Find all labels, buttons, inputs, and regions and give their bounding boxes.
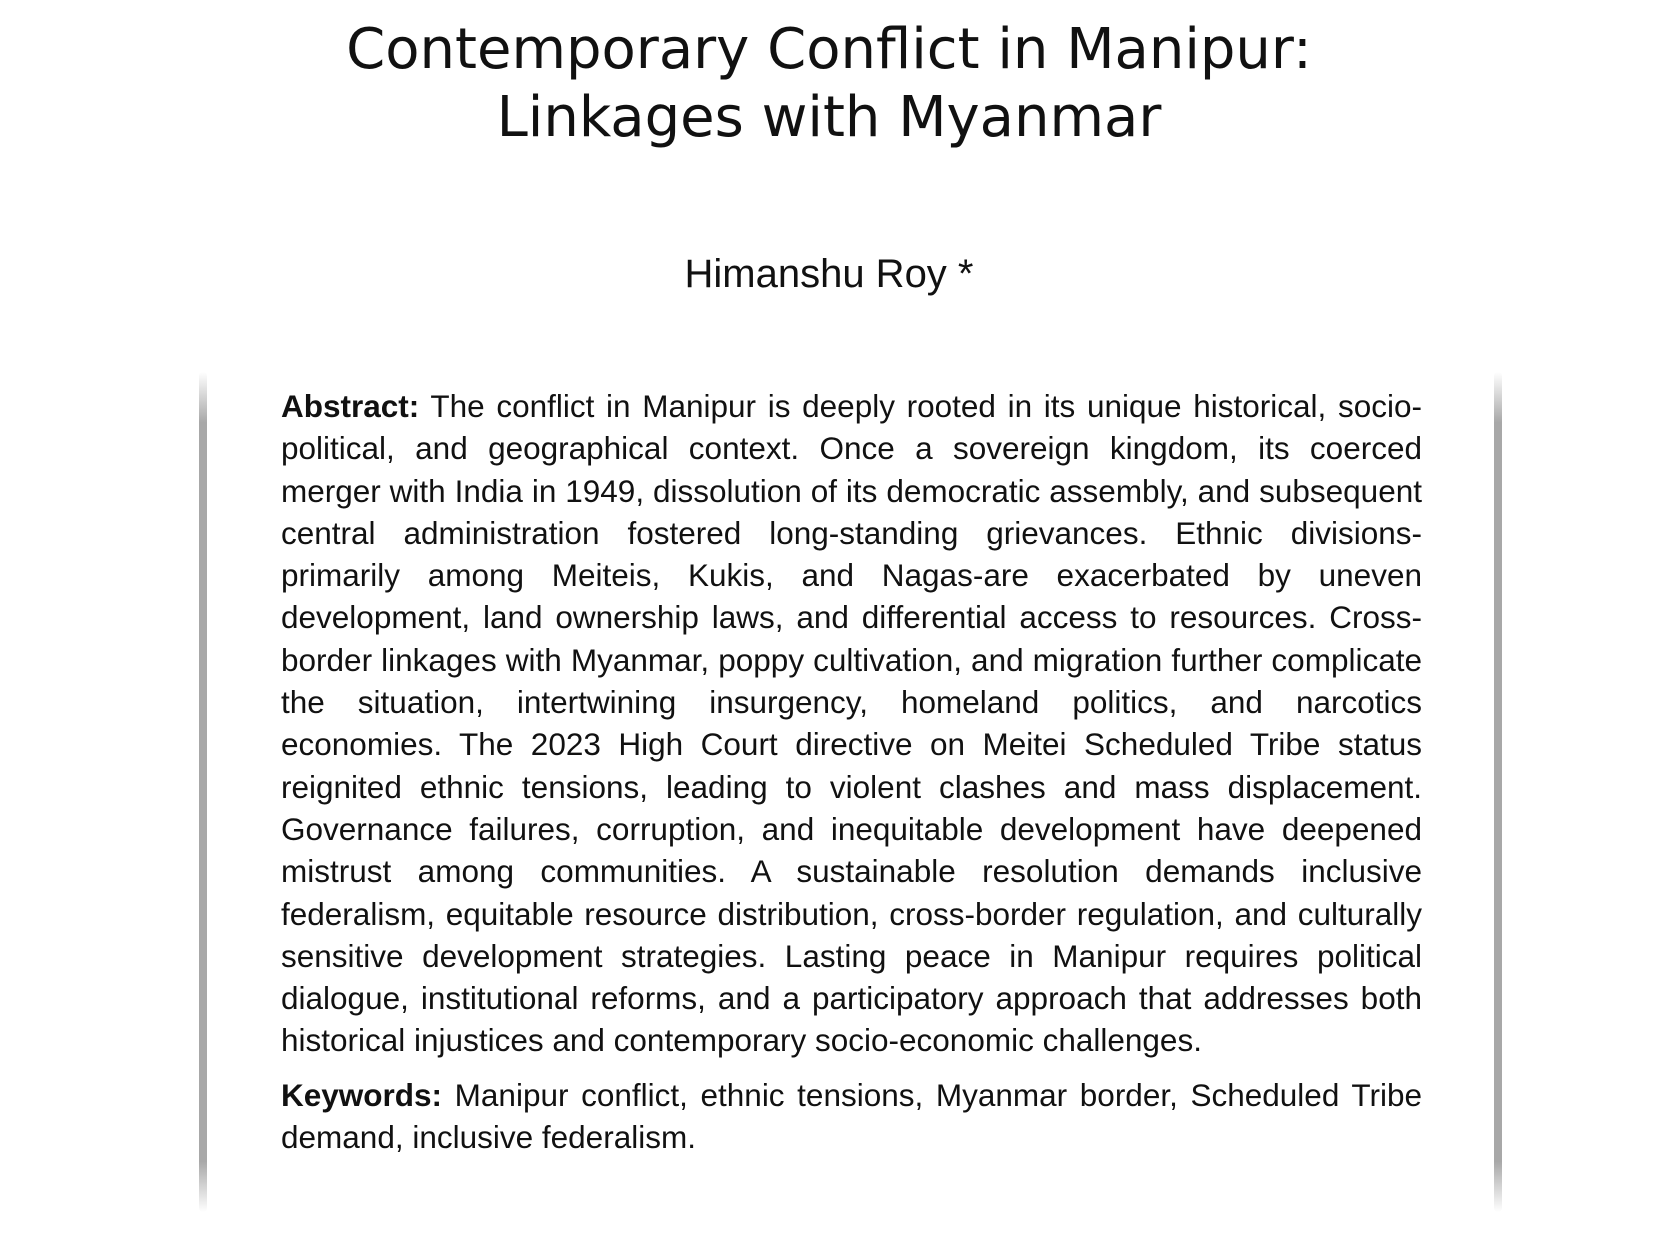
keywords-text: Manipur conflict, ethnic tensions, Myanmar border, Scheduled Tribe demand, inclusive federalism. xyxy=(281,1076,1422,1156)
abstract-label: Abstract: xyxy=(281,388,420,424)
left-border-rule xyxy=(199,372,207,1212)
author-name: Himanshu Roy * xyxy=(684,252,974,296)
abstract-paragraph xyxy=(281,385,1422,1062)
abstract-section xyxy=(281,385,1422,1158)
paper-title-line-2: Linkages with Myanmar xyxy=(496,85,1162,150)
right-border-rule xyxy=(1494,372,1502,1212)
abstract-text: The conflict in Manipur is deeply rooted in its unique historical, socio-political, and geographical context. Once a sovereign kingdom, its coerced merger with India in 1949, dissolution of its democratic assembly, and subsequent central administration fostered long-standing grievances. Ethnic divisions-primarily among Meiteis, Kukis, and Nagas-are exacerbated by uneven development, land ownership laws, and differential access to resources. Cross-border linkages with Myanmar, poppy cultivation, and migration further complicate the situation, intertwining insurgency, homeland politics, and narcotics economies. The 2023 High Court directive on Meitei Scheduled Tribe status reignited ethnic tensions, leading to violent clashes and mass displacement. Governance failures, corruption, and inequitable development have deepened mistrust among communities. A sustainable resolution demands inclusive federalism, equitable resource distribution, cross-border regulation, and culturally sensitive development strategies. Lasting peace in Manipur requires political dialogue, institutional reforms, and a participatory approach that addresses both historical injustices and contemporary socio-economic challenges. xyxy=(281,388,1422,1059)
paper-title-line-1: Contemporary Conflict in Manipur: xyxy=(346,17,1312,82)
keywords-paragraph xyxy=(281,1074,1422,1159)
keywords-label: Keywords: xyxy=(281,1076,443,1113)
paper-title xyxy=(0,16,1658,152)
